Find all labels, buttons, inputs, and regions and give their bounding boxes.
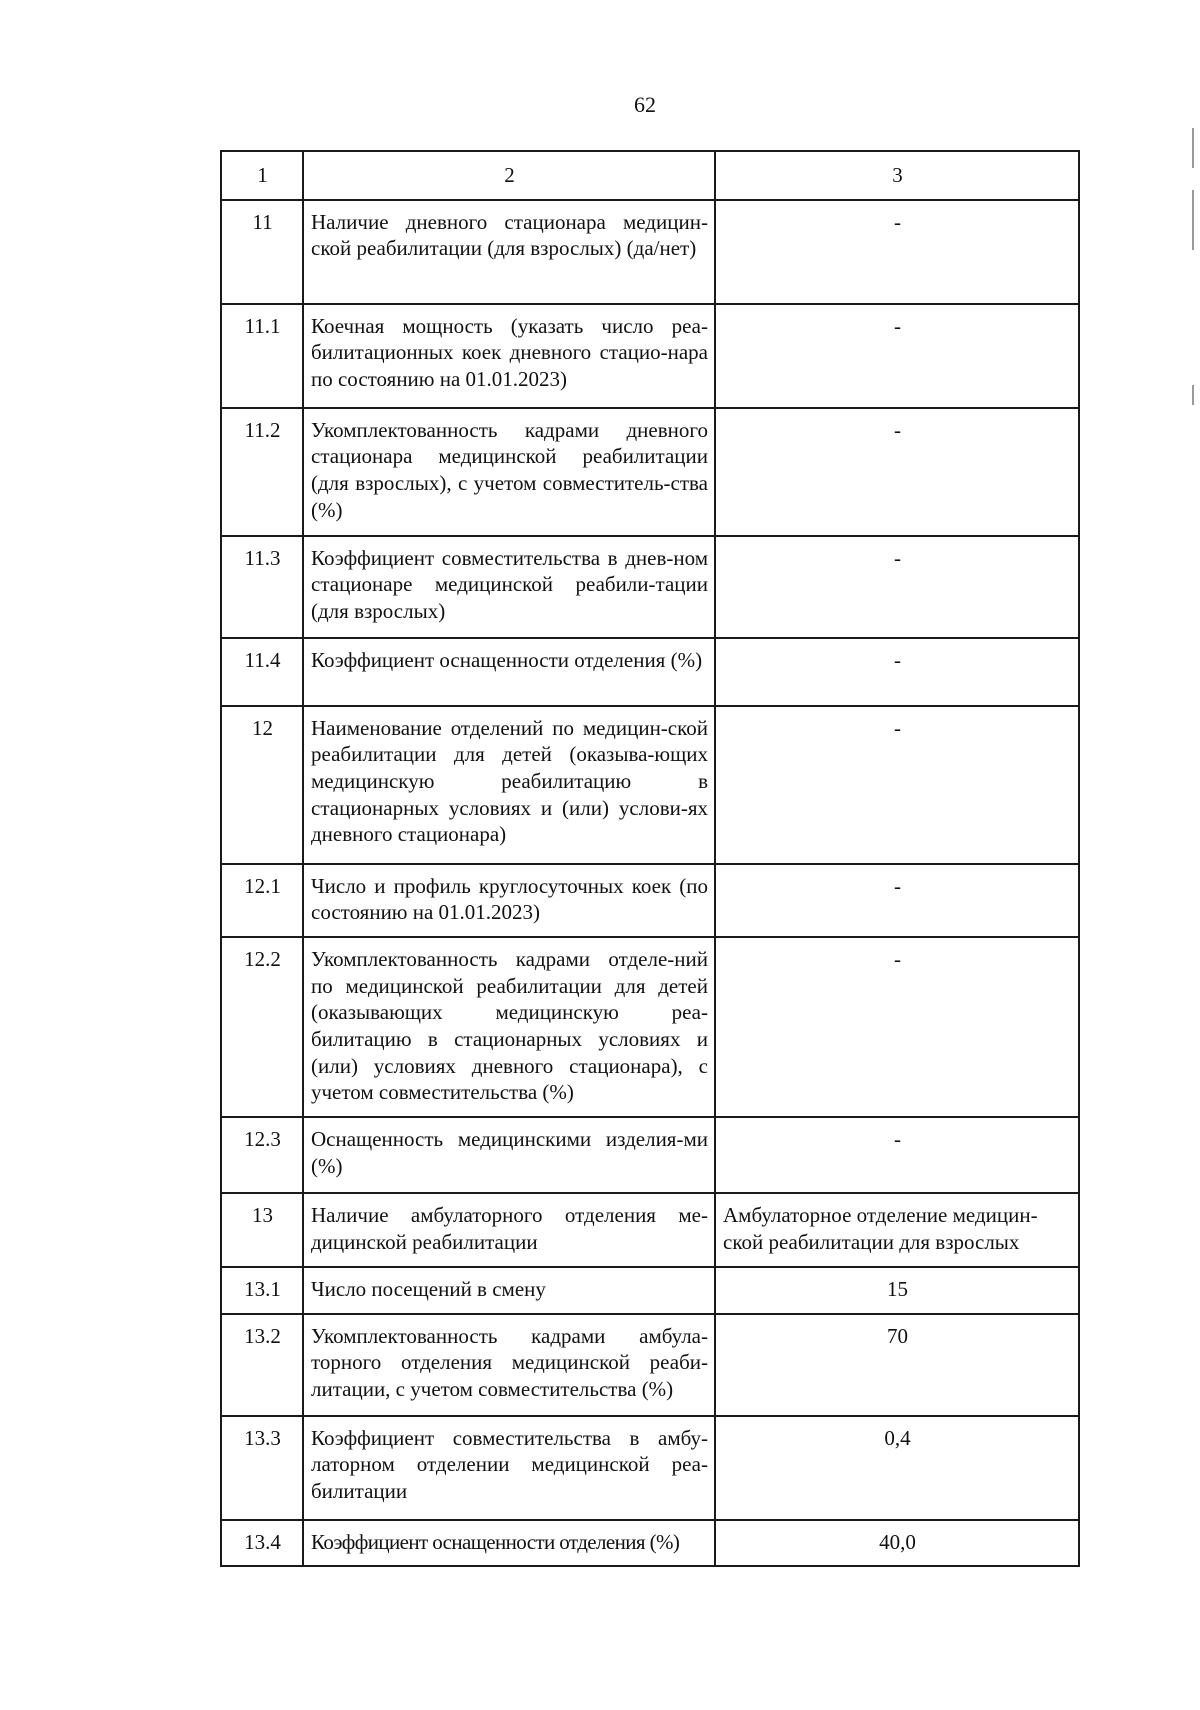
row-value: Амбулаторное отделение медицин-ской реабилитации для взрослых: [715, 1193, 1079, 1267]
row-description: Наличие амбулаторного отделения ме-дицинской реабилитации: [303, 1193, 715, 1267]
row-value: 15: [715, 1267, 1079, 1314]
table-row: [221, 1267, 1079, 1314]
column-header-value: 3: [715, 151, 1079, 200]
row-value: 70: [715, 1314, 1079, 1416]
table-row: [221, 706, 1079, 864]
row-description: Коэффициент оснащенности отделения (%): [303, 638, 715, 706]
row-description: Оснащенность медицинскими изделия-ми (%): [303, 1117, 715, 1193]
table-row: [221, 408, 1079, 536]
row-number: 11.1: [221, 304, 303, 408]
table-row: [221, 200, 1079, 304]
row-number: 13.2: [221, 1314, 303, 1416]
row-value: -: [715, 864, 1079, 937]
row-value: -: [715, 638, 1079, 706]
table-header-row: [221, 151, 1079, 200]
row-description: Коэффициент совместительства в днев-ном стационаре медицинской реабили-тации (для взрослых): [303, 536, 715, 638]
table-row: [221, 1314, 1079, 1416]
scan-margin-mark: [1192, 385, 1194, 405]
table-row: [221, 1416, 1079, 1520]
row-value: -: [715, 408, 1079, 536]
row-value: -: [715, 937, 1079, 1117]
row-description: Число посещений в смену: [303, 1267, 715, 1314]
table-row: [221, 864, 1079, 937]
row-description: Наименование отделений по медицин-ской реабилитации для детей (оказыва-ющих медицинскую реабилитацию в стационарных условиях и (или) услови-ях дневного стационара): [303, 706, 715, 864]
row-number: 11.4: [221, 638, 303, 706]
row-description: Число и профиль круглосуточных коек (по состоянию на 01.01.2023): [303, 864, 715, 937]
table-row: [221, 536, 1079, 638]
row-number: 12.1: [221, 864, 303, 937]
row-number: 13: [221, 1193, 303, 1267]
row-number: 13.4: [221, 1520, 303, 1567]
row-description: Наличие дневного стационара медицин-ской реабилитации (для взрослых) (да/нет): [303, 200, 715, 304]
indicator-table: [220, 150, 1080, 1567]
row-description: Укомплектованность кадрами отделе-ний по медицинской реабилитации для детей (оказывающих медицинскую реа-билитацию в стационарных условиях и (или) условиях дневного стационара), с учетом совместительства (%): [303, 937, 715, 1117]
row-number: 13.1: [221, 1267, 303, 1314]
table-row: [221, 1520, 1079, 1567]
table-row: [221, 638, 1079, 706]
row-number: 13.3: [221, 1416, 303, 1520]
row-value: -: [715, 706, 1079, 864]
row-value: -: [715, 304, 1079, 408]
page-number: 62: [634, 92, 656, 117]
scan-margin-mark: [1192, 128, 1194, 168]
row-value: -: [715, 1117, 1079, 1193]
row-description: Коэффициент совместительства в амбу-латорном отделении медицинской реа-билитации: [303, 1416, 715, 1520]
row-value: -: [715, 536, 1079, 638]
row-description: Коэффициент оснащенности отделения (%): [303, 1520, 715, 1567]
row-value: -: [715, 200, 1079, 304]
row-number: 11: [221, 200, 303, 304]
row-number: 12.3: [221, 1117, 303, 1193]
table-row: [221, 1193, 1079, 1267]
row-description: Укомплектованность кадрами дневного стационара медицинской реабилитации (для взрослых), с учетом совместитель-ства (%): [303, 408, 715, 536]
column-header-description: 2: [303, 151, 715, 200]
row-value: 40,0: [715, 1520, 1079, 1567]
scan-margin-mark: [1192, 190, 1194, 250]
row-number: 11.3: [221, 536, 303, 638]
table-row: [221, 304, 1079, 408]
row-number: 11.2: [221, 408, 303, 536]
row-description: Укомплектованность кадрами амбула-торного отделения медицинской реаби-литации, с учетом совместительства (%): [303, 1314, 715, 1416]
row-value: 0,4: [715, 1416, 1079, 1520]
row-number: 12: [221, 706, 303, 864]
table-row: [221, 1117, 1079, 1193]
table-row: [221, 937, 1079, 1117]
column-header-number: 1: [221, 151, 303, 200]
row-number: 12.2: [221, 937, 303, 1117]
row-description: Коечная мощность (указать число реа-билитационных коек дневного стацио-нара по состоянию на 01.01.2023): [303, 304, 715, 408]
